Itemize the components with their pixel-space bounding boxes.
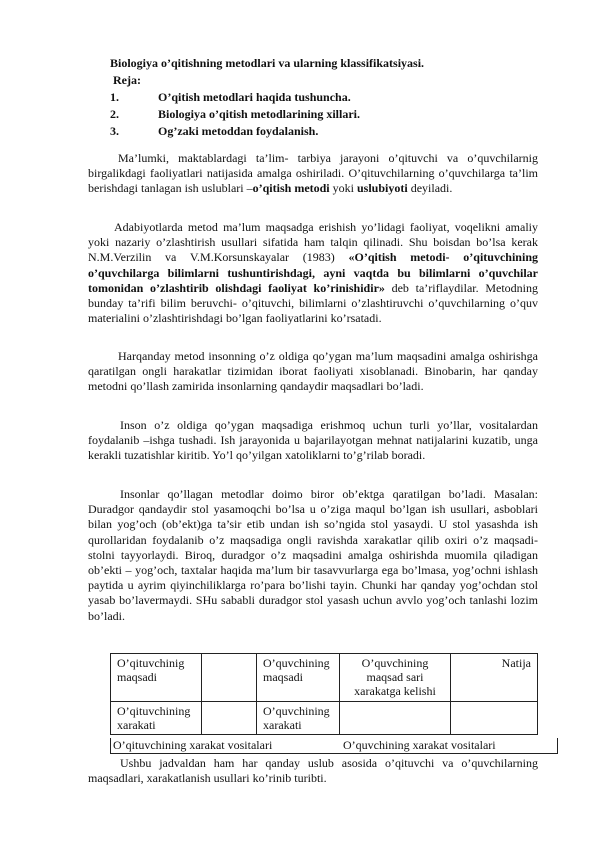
paragraph-5: Insonlar qo’llagan metodlar doimo biror ob’ektga qaratilgan bo’ladi. Masalan: Duradgor qandaydir stol yasamoqchi bo’lsa u o’ziga maqul bo’lgan ish usullari, asboblari bilan yog’och (ob’ekt)ga ta’sir etib undan ish so’ngida stol yasaydi. U stol yasashda ish qurollaridan foydalanib o’z maqsadiga ongli ravishda xarakatlar qilib oxiri o’z maqsadi- stolni tayyorlaydi. Biroq, duradgor o’z maqsadini amalga oshirishda muomila qiladigan ob’ekti – yog’och, taxtalar haqida ma’lum bir tasavvurlarga ega bo’lmasa, yog’ochni ishlash paytida u ayrim qiyinchiliklarga ro’para bo’lishi tayin. Chunki har qanday yog’ochdan stol yasab bo’lavermaydi. SHu sababli duradgor stol yasash uchun avvlo yog’och tanlashi lozim bo’ladi. [88, 487, 538, 623]
paragraph-1: Ma’lumki, maktablardagi ta’lim- tarbiya jarayoni o’qituvchi va o’quvchilarnig birgalikdagi faoliyatlari natijasida amalga oshiriladi. O’qituvchilarning o’quvchilarga ta’lim berishdagi tanlagan ish uslublari –o’qitish metodi yoki uslubiyoti deyiladi. [88, 151, 538, 196]
table-cell: O’quvchining maqsad sari xarakatga kelishi [340, 654, 451, 702]
table-cell [451, 702, 538, 735]
methods-table [110, 653, 538, 735]
paragraph-6: Ushbu jadvaldan ham har qanday uslub asosida o’qituvchi va o’quvchilarning maqsadlari, xarakatlanish usullari ko’rinib turibti. [88, 756, 538, 786]
table-cell [340, 702, 451, 735]
footer-left-label: O’qituvchining xarakat vositalari [113, 738, 273, 752]
table-cell: O’qituvchinig maqsadi [111, 654, 202, 702]
table-cell: Natija [451, 654, 538, 702]
plan-item-text: O’qitish metodlari haqida tushuncha. [158, 90, 351, 104]
table-cell: O’quvchining maqsadi [257, 654, 340, 702]
paragraph-4: Inson o’z oldiga qo’ygan maqsadiga erishmoq uchun turli yo’llar, vositalardan foydalanib –ishga tushadi. Ish jarayonida u bajarilayotgan mehnat natijalarini kuzatib, unga kerakli tuzatishlar kiritib. Yo’l qo’yilgan xatoliklarni to’g’rilab boradi. [88, 418, 538, 463]
page-title: Biologiya o’qitishning metodlari va ularning klassifikatsiyasi. [110, 56, 425, 70]
table-cell [202, 654, 257, 702]
plan-item-text: Biologiya o’qitish metodlarining xillari. [158, 107, 361, 121]
table-cell: O’quvchining xarakati [257, 702, 340, 735]
table-footer-row [110, 738, 558, 754]
plan-item-text: Og’zaki metoddan foydalanish. [158, 124, 319, 138]
plan-item-num: 1. [110, 90, 119, 104]
footer-right-label: O’quvchining xarakat vositalari [343, 738, 496, 752]
table-row [111, 654, 538, 702]
paragraph-2: Adabiyotlarda metod ma’lum maqsadga erishish yo’lidagi faoliyat, voqelikni amaliy yoki nazariy o’zlashtirish usullari sifatida ham talqin qilinadi. Shu boisdan bo’lsa kerak N.M.Verzilin va V.M.Korsunskayalar (1983) «O’qitish metodi- o’qituvchining o’quvchilarga bilimlarni tushuntirishdagi, ayni vaqtda bu bilimlarni o’quvchilar tomonidan o’zlashtirib olishdagi faoliyat ko’rinishidir» deb ta’riflaydilar. Metodning bunday ta’rifi bilim beruvchi- o’qituvchi, bilimlarni o’zlashtiruvchi o’quvchilarning o’quv materialini o’zlashtirishdagi bo’lgan faoliyatlarini ko’rsatadi. [88, 220, 538, 326]
table-cell [202, 702, 257, 735]
plan-item-num: 2. [110, 107, 119, 121]
plan-label: Reja: [113, 73, 141, 87]
plan-item-num: 3. [110, 124, 119, 138]
table-row [111, 702, 538, 735]
table-cell: O’qituvchining xarakati [111, 702, 202, 735]
paragraph-3: Harqanday metod insonning o’z oldiga qo’ygan ma’lum maqsadini amalga oshirishga qaratilgan ongli harakatlar tizimidan iborat faoliyati xisoblanadi. Binobarin, har qanday metodni qo’llash zamirida insonlarning qandaydir maqsadlari bo’ladi. [88, 349, 538, 394]
